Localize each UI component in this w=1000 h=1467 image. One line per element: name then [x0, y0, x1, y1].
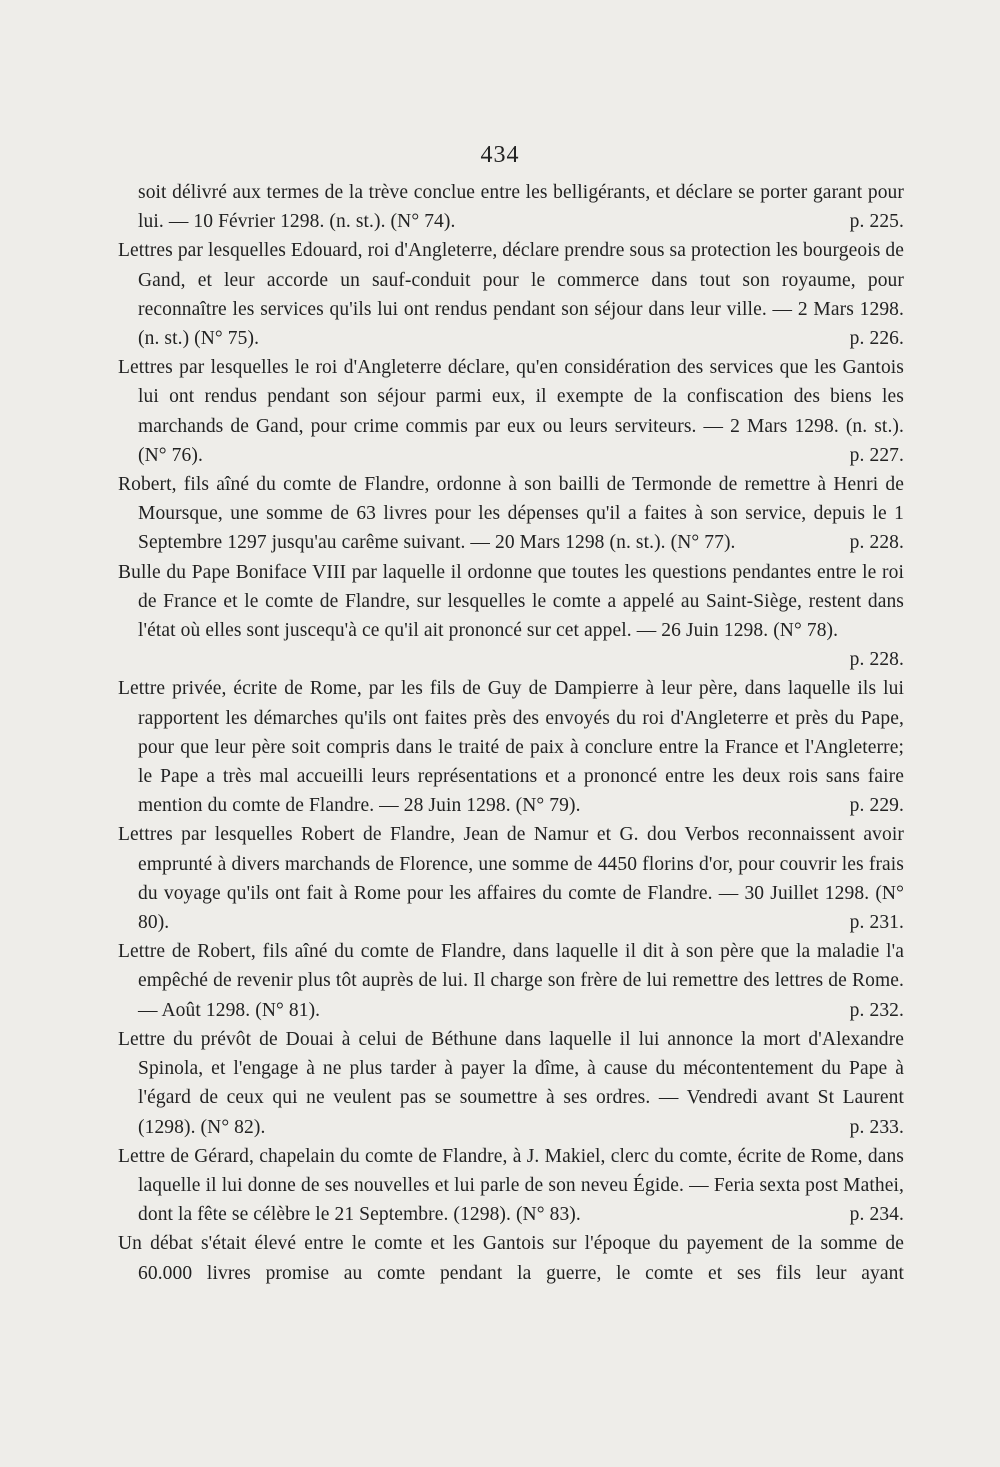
- entry-text: Lettre de Gérard, chapelain du comte de Flandre, à J. Makiel, clerc du comte, écrite de Rome, dans laquelle il lui donne de ses nouvelles et lui parle de son neveu Égide. — Feria sexta post Mathei, dont la fête se célèbre le 21 Septembre. (1298). (N° 83).: [118, 1145, 904, 1226]
- entry-text: Lettres par lesquelles Robert de Flandre, Jean de Namur et G. dou Verbos reconnaissent avoir emprunté à divers marchands de Florence, une somme de 4450 florins d'or, pour couvrir les frais du voyage qu'ils ont fait à Rome pour les affaires du comte de Flandre. — 30 Juillet 1298. (N° 80).: [118, 824, 904, 934]
- entry-3: [118, 353, 904, 470]
- entry-2: [118, 236, 904, 353]
- entry-text: Lettre du prévôt de Douai à celui de Béthune dans laquelle il lui annonce la mort d'Alexandre Spinola, et l'engage à ne plus tarder à payer la dîme, à cause du mécontentement du Pape à l'égard de ceux qui ne veulent pas se soumettre à ses ordres. — Vendredi avant St Laurent (1298). (N° 82).: [118, 1028, 904, 1138]
- entry-8: [118, 937, 904, 1025]
- entry-4: [118, 470, 904, 558]
- entry-7: [118, 820, 904, 937]
- entry-page-ref: p. 228.: [849, 649, 904, 671]
- entry-list: [118, 178, 904, 1288]
- entry-page-ref: p. 227.: [849, 444, 904, 466]
- entry-9: [118, 1025, 904, 1142]
- entry-page-ref: p. 225.: [849, 211, 904, 233]
- entry-11: [118, 1229, 904, 1287]
- entry-page-ref: p. 231.: [849, 912, 904, 934]
- entry-page-ref: p. 232.: [849, 999, 904, 1021]
- entry-text: Un débat s'était élevé entre le comte et les Gantois sur l'époque du payement de la somme de 60.000 livres promise au comte pendant la guerre, le comte et ses fils leur ayant: [118, 1233, 904, 1284]
- entry-page-ref: p. 229.: [849, 795, 904, 817]
- entry-page-ref: p. 234.: [849, 1204, 904, 1226]
- entry-10: [118, 1142, 904, 1230]
- entry-text: Bulle du Pape Boniface VIII par laquelle il ordonne que toutes les questions pendantes entre le roi de France et le comte de Flandre, sur lesquelles le comte a appelé au Saint-Siège, restent dans l'état où elles sont juscequ'à ce qu'il ait prononcé sur cet appel. — 26 Juin 1298. (N° 78).: [118, 561, 904, 642]
- entry-text: soit délivré aux termes de la trève conclue entre les belligérants, et déclare se porter garant pour lui. — 10 Février 1298. (n. st.). (N° 74).: [138, 182, 904, 233]
- entry-page-ref: p. 228.: [849, 532, 904, 554]
- entry-text: Lettres par lesquelles le roi d'Angleterre déclare, qu'en considération des services que les Gantois lui ont rendus pendant son séjour parmi eux, il exempte de la confiscation des biens les marchands de Gand, pour crime commis par eux ou leurs serviteurs. — 2 Mars 1298. (n. st.). (N° 76).: [118, 357, 904, 466]
- entry-text: Lettre privée, écrite de Rome, par les fils de Guy de Dampierre à leur père, dans laquelle ils lui rapportent les démarches qu'ils ont faites près des envoyés du roi d'Angleterre et près du Pape, pour que leur père soit compris dans le traité de paix à conclure entre la France et l'Angleterre; le Pape a très mal accueilli leurs représentations et a prononcé entre les deux rois sans faire mention du comte de Flandre. — 28 Juin 1298. (N° 79).: [118, 678, 904, 817]
- entry-page-ref: p. 226.: [849, 328, 904, 350]
- page-number: 434: [480, 142, 520, 168]
- entry-6: [118, 674, 904, 820]
- entry-1: [118, 178, 904, 236]
- entry-page-ref: p. 233.: [849, 1116, 904, 1138]
- entry-text: Robert, fils aîné du comte de Flandre, ordonne à son bailli de Termonde de remettre à Henri de Moursque, une somme de 63 livres pour les dépenses qu'il a faites à son service, depuis le 1 Septembre 1297 jusqu'au carême suivant. — 20 Mars 1298 (n. st.). (N° 77).: [118, 474, 904, 554]
- entry-text: Lettre de Robert, fils aîné du comte de Flandre, dans laquelle il dit à son père que la maladie l'a empêché de revenir plus tôt auprès de lui. Il charge son frère de lui remettre des lettres de Rome. — Août 1298. (N° 81).: [118, 941, 904, 1021]
- entry-text: Lettres par lesquelles Edouard, roi d'Angleterre, déclare prendre sous sa protection les bourgeois de Gand, et leur accorde un sauf-conduit pour le commerce dans tout son royaume, pour reconnaître les services qu'ils lui ont rendus pendant son séjour dans leur ville. — 2 Mars 1298. (n. st.) (N° 75).: [118, 240, 904, 350]
- entry-5: [118, 558, 904, 675]
